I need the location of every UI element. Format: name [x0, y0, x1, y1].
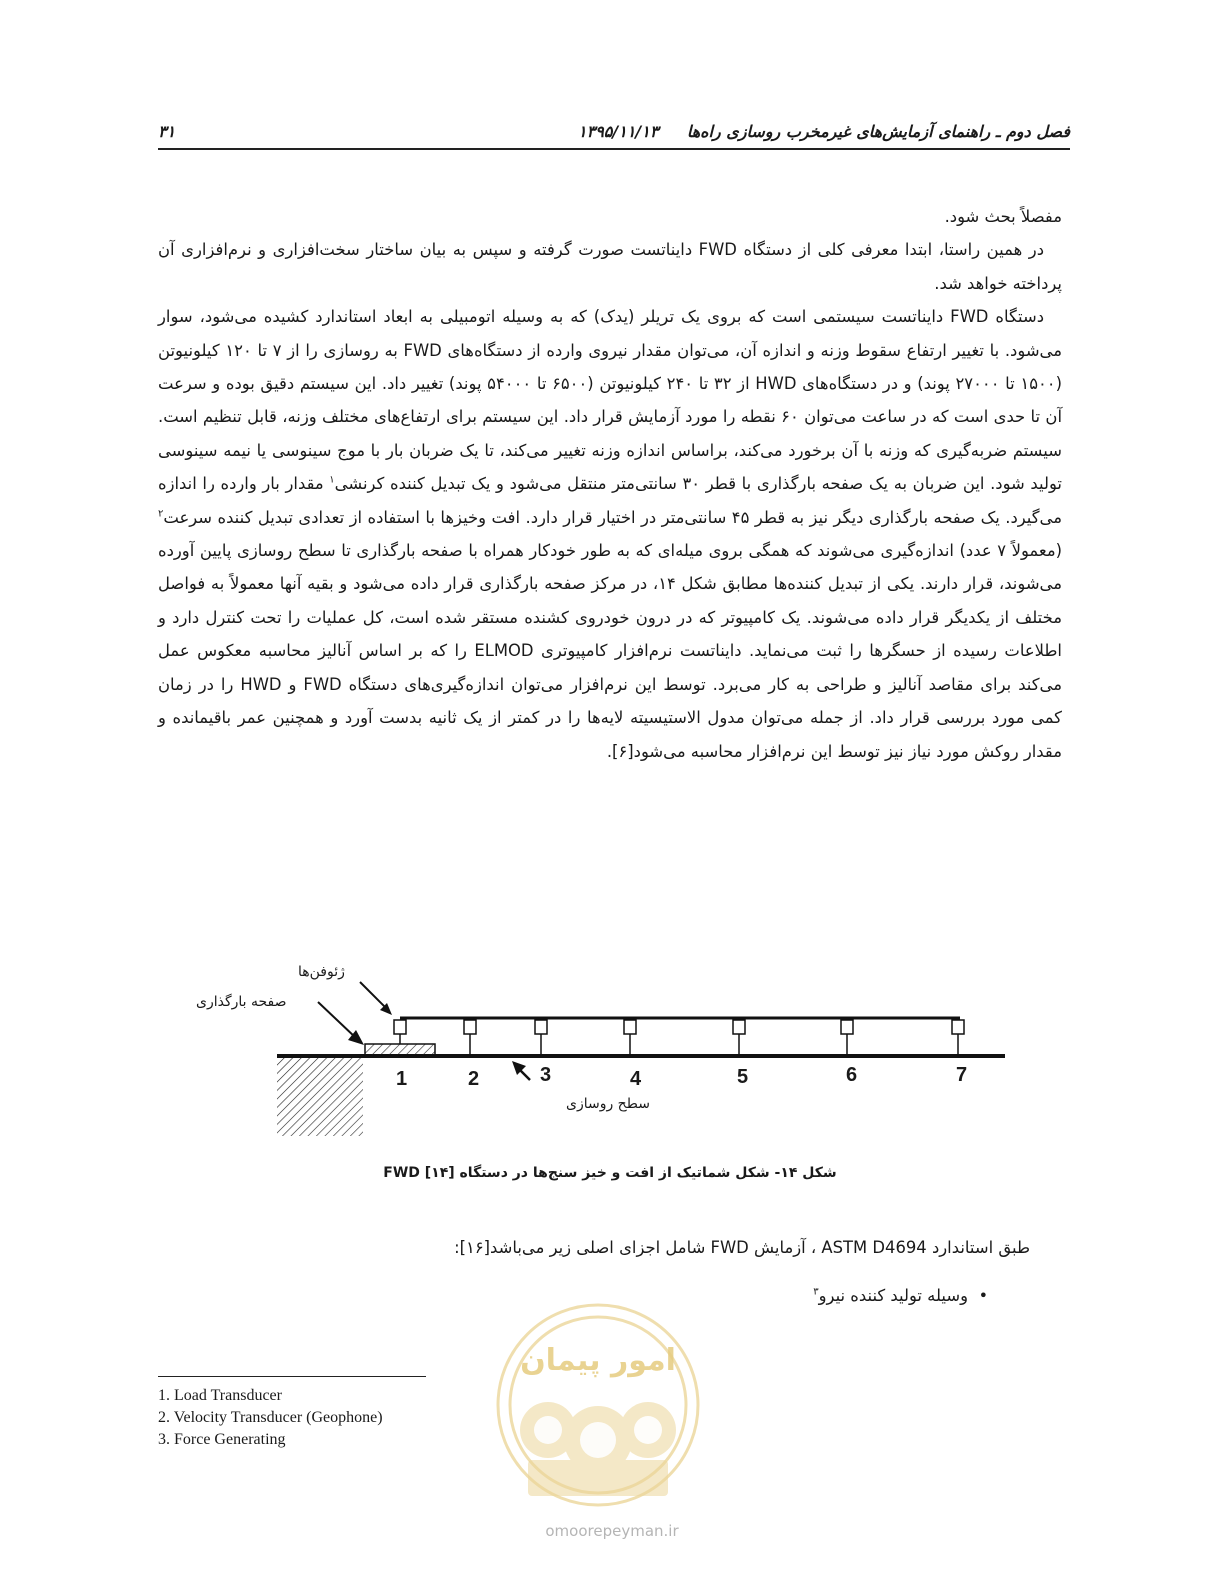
sensor-number-5: 5 — [737, 1066, 749, 1088]
sensor-number-7: 7 — [956, 1064, 968, 1086]
watermark-url: omoorepeyman.ir — [545, 1522, 679, 1540]
paragraph-3-part-b: مقدار بار وارده را اندازه می‌گیرد. یک صفحه بارگذاری دیگر نیز به قطر ۴۵ سانتی‌متر در اختیار قرار دارد. افت وخیزها با استفاده از تعدادی تبدیل کننده سرعت — [158, 474, 1063, 527]
footnote-1: 1. Load Transducer — [158, 1387, 282, 1404]
header-date: ۱۳۹۵/۱۱/۱۳ — [578, 122, 659, 141]
geophone-1 — [394, 1020, 406, 1044]
footnotes — [158, 1385, 383, 1451]
geophone-7 — [952, 1020, 964, 1055]
bullet-item — [813, 1286, 968, 1305]
sensor-number-6: 6 — [846, 1064, 858, 1086]
arrow-geophones — [360, 982, 392, 1015]
geophone-3 — [535, 1020, 547, 1055]
watermark-logo-text: امور پیمان — [520, 1343, 676, 1378]
fwd-schematic-drawing — [180, 958, 1020, 1148]
watermark-logo — [488, 1300, 708, 1510]
footnote-ref-3: ۳ — [813, 1286, 819, 1298]
geophone-4 — [624, 1020, 636, 1055]
paragraph-2: در همین راستا، ابتدا معرفی کلی از دستگاه FWD دایناتست صورت گرفته و سپس به بیان ساختار سخت‌افزاری و نرم‌افزاری آن پرداخته خواهد شد. — [158, 240, 1062, 293]
sensor-number-3: 3 — [540, 1064, 552, 1086]
paragraph-3-part-c: (معمولاً ۷ عدد) اندازه‌گیری می‌شوند که همگی بروی میله‌ای که به طور خودکار همراه با صفحه بارگذاری تا سطح روسازی پایین آورده می‌شوند، قرار دارند. یکی از تبدیل کننده‌ها مطابق شکل ۱۴، در مرکز صفحه بارگذاری قرار داده می‌شود و بقیه آنها معمولاً به فواصل مختلف از یکدیگر قرار داده می‌شوند. یک کامپیوتر که در درون خودروی کشنده مستقر شده است، کل عملیات را تحت کنترل دارد و اطلاعات رسیده از حسگرها را ثبت می‌نماید. دایناتست نرم‌افزار کامپیوتری ELMOD را که بر اساس آنالیز محاسبه معکوس عمل می‌کند برای مقاصد آنالیز و طراحی به کار می‌برد. توسط این نرم‌افزار می‌توان اندازه‌گیری‌های دستگاه FWD و HWD را در زمان کمی مورد بررسی قرار داد. از جمله می‌توان مدول الاستیسیته لایه‌ها را در کمتر از یک ثانیه بدست آورد و همچنین عمر باقیمانده و مقدار روکش مورد نیاز نیز توسط این نرم‌افزار محاسبه می‌شود[۶]. — [158, 541, 1062, 761]
running-header — [158, 118, 1070, 150]
sensor-number-1: 1 — [396, 1068, 408, 1090]
ground-hatch-block — [277, 1056, 363, 1136]
geophone-6 — [841, 1020, 853, 1055]
header-title: فصل دوم ـ راهنمای آزمایش‌های غیرمخرب روسازی راه‌ها — [686, 122, 1070, 141]
bullet-dot: • — [978, 1286, 988, 1305]
sensor-number-4: 4 — [630, 1068, 642, 1090]
body-text — [158, 200, 1062, 768]
bullet-item-text: وسیله تولید کننده نیرو — [818, 1286, 968, 1305]
footnote-ref-1: ۱ — [329, 474, 335, 486]
paragraph-3-part-a: دستگاه FWD دایناتست سیستمی است که بروی یک تریلر (یدک) که به وسیله اتومبیلی به ابعاد استاندارد کشیده می‌شود، سوار می‌شود. با تغییر ارتفاع سقوط وزنه و اندازه آن، می‌توان مقدار نیروی وارده از دستگاه‌های FWD به روسازی را از ۷ تا ۱۲۰ کیلونیوتن (۱۵۰۰ تا ۲۷۰۰۰ پوند) و در دستگاه‌های HWD از ۳۲ تا ۲۴۰ کیلونیوتن (۶۵۰۰ تا ۵۴۰۰۰ پوند) تغییر داد. این سیستم دقیق بوده و سرعت آن تا حدی است که در ساعت می‌توان ۶۰ نقطه را مورد آزمایش قرار داد. این سیستم برای ارتفاع‌های مختلف وزنه، قابل تنظیم است. سیستم ضربه‌گیری که وزنه با آن برخورد می‌کند، براساس اندازه وزنه تغییر می‌کند، تا یک ضربان بار با موج سینوسی یا نیمه سینوسی تولید شود. این ضربان به یک صفحه بارگذاری با قطر ۳۰ سانتی‌متر منتقل می‌شود و یک تبدیل کننده کرنشی — [158, 307, 1063, 494]
footnote-ref-2: ۲ — [158, 508, 164, 520]
sensor-number-2: 2 — [468, 1068, 480, 1090]
header-rule — [158, 148, 1070, 150]
arrow-load-plate — [318, 1002, 364, 1045]
footnote-rule — [158, 1376, 426, 1377]
pavement-surface-label: سطح روسازی — [566, 1096, 650, 1112]
fwd-schematic-figure — [180, 958, 1020, 1148]
arrow-surface — [512, 1061, 530, 1080]
load-plate-label: صفحه بارگذاری — [196, 994, 287, 1010]
astm-standard-line: طبق استاندارد ASTM D4694 ، آزمایش FWD شامل اجزای اصلی زیر می‌باشد[۱۶]: — [454, 1238, 1030, 1257]
footnote-2: 2. Velocity Transducer (Geophone) — [158, 1409, 383, 1426]
geophone-5 — [733, 1020, 745, 1055]
paragraph-1: مفصلاً بحث شود. — [944, 207, 1062, 226]
geophones-group — [394, 1020, 964, 1055]
geophones-label: ژئوفن‌ها — [298, 964, 345, 980]
page-number: ۳۱ — [158, 122, 176, 141]
footnote-3: 3. Force Generating — [158, 1431, 286, 1448]
figure-caption: شکل ۱۴- شکل شماتیک از افت و خیز سنج‌ها در دستگاه FWD [۱۴] — [383, 1165, 837, 1181]
load-plate — [365, 1044, 435, 1055]
paragraph-3 — [158, 300, 1062, 768]
geophone-2 — [464, 1020, 476, 1055]
